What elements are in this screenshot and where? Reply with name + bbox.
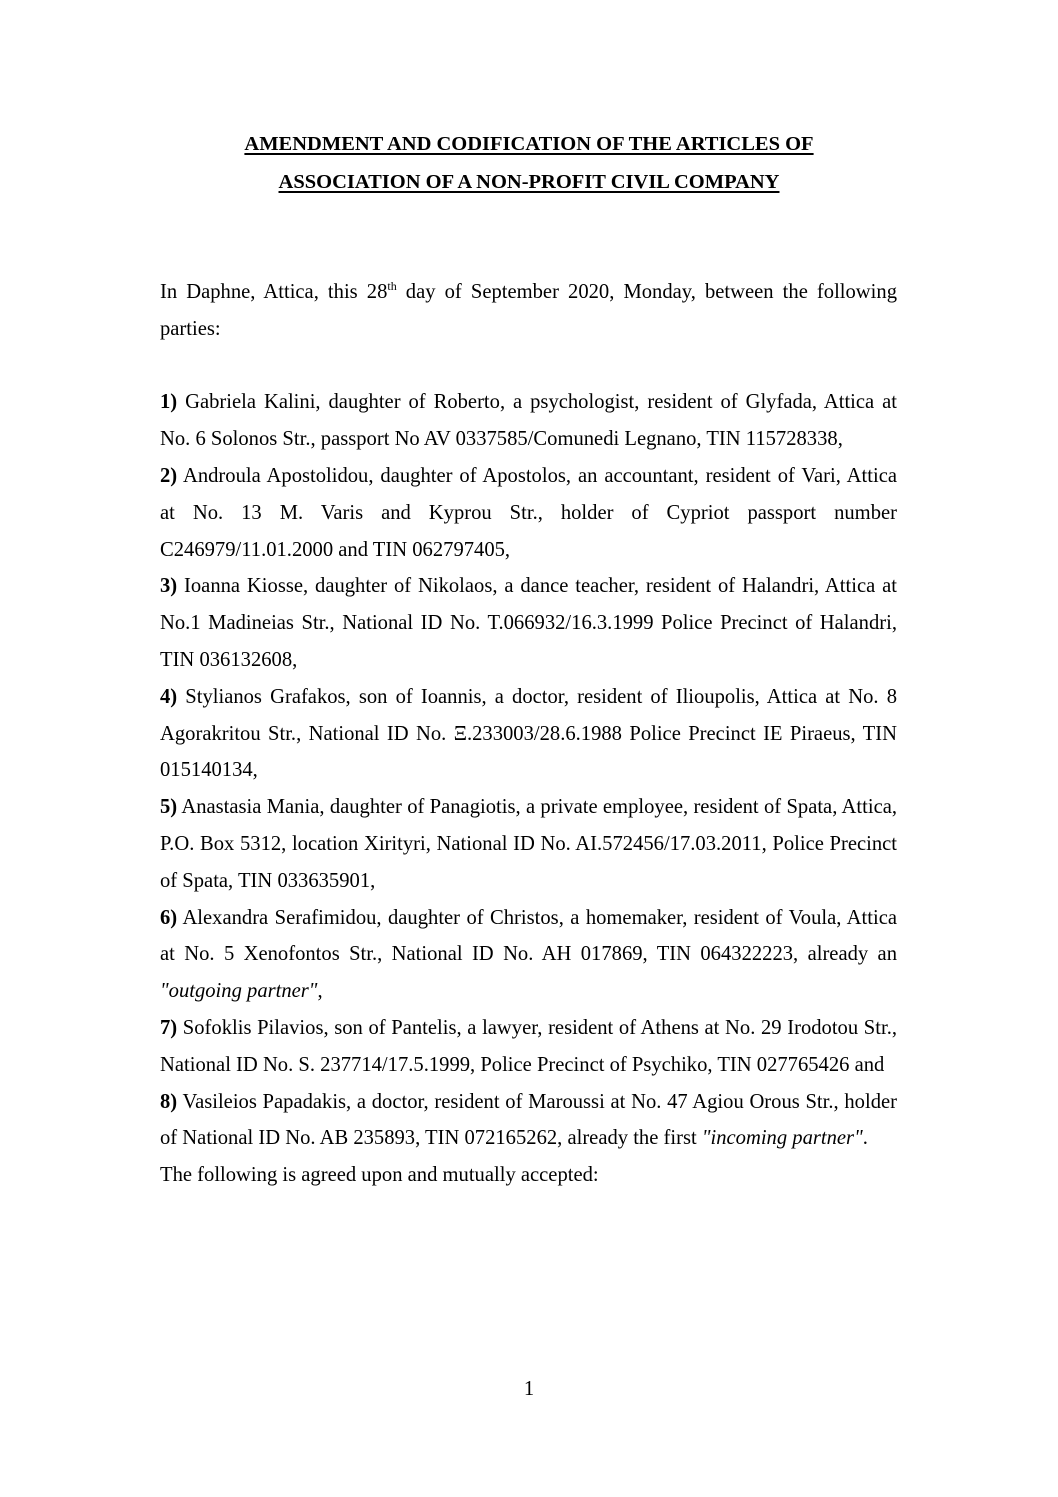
party-number: 5) <box>160 796 178 819</box>
party-details: Sofoklis Pilavios, son of Pantelis, a lawyer, resident of Athens at No. 29 Irodotou Str., National ID No. S. 237714/17.5.1999, Police Precinct of Psychiko, TIN 027765426 and <box>160 1016 897 1076</box>
party-status: "outgoing partner" <box>160 980 318 1003</box>
party-8 <box>160 1084 897 1158</box>
party-details: Vasileios Papadakis, a doctor, resident of Maroussi at No. 47 Agiou Orous Str., holder of National ID No. AB 235893, TIN 072165262, already the first <box>160 1090 897 1150</box>
document-title <box>100 126 958 201</box>
party-number: 4) <box>160 685 178 708</box>
party-details: Alexandra Serafimidou, daughter of Christos, a homemaker, resident of Voula, Attica at No. 5 Xenofontos Str., National ID No. AH 017869, TIN 064322223, already an <box>160 906 897 966</box>
intro-text-end: day of September 2020, Monday, between the following parties: <box>160 281 897 340</box>
party-details: Ioanna Kiosse, daughter of Nikolaos, a dance teacher, resident of Halandri, Attica at No.1 Madineias Str., National ID No. T.066932/16.3.1999 Police Precinct of Halandri, TIN 036132608, <box>160 575 897 671</box>
ordinal-suffix: th <box>387 279 397 294</box>
party-number: 6) <box>160 906 178 929</box>
party-tail: , <box>317 980 323 1003</box>
party-details: Stylianos Grafakos, son of Ioannis, a doctor, resident of Ilioupolis, Attica at No. 8 Agorakritou Str., National ID No. Ξ.233003/28.6.1988 Police Precinct IE Piraeus, TIN 015140134, <box>160 685 897 782</box>
party-6 <box>160 900 897 1010</box>
party-details: Androula Apostolidou, daughter of Apostolos, an accountant, resident of Vari, Attica at No. 13 M. Varis and Kyprou Str., holder of Cypriot passport number C246979/11.01.2000 and TIN 062797405, <box>160 464 897 561</box>
party-details: Gabriela Kalini, daughter of Roberto, a psychologist, resident of Glyfada, Attica at No. 6 Solonos Str., passport No AV 0337585/Comunedi Legnano, TIN 115728338, <box>160 391 897 451</box>
party-5 <box>160 789 897 899</box>
title-line-1: AMENDMENT AND CODIFICATION OF THE ARTICLES OF <box>244 133 814 155</box>
page-number: 1 <box>523 1378 535 1400</box>
party-2 <box>160 458 897 568</box>
party-number: 2) <box>160 464 178 487</box>
party-tail: . <box>862 1127 868 1150</box>
title-line-2: ASSOCIATION OF A NON-PROFIT CIVIL COMPANY <box>278 170 780 193</box>
party-details: Anastasia Mania, daughter of Panagiotis, a private employee, resident of Spata, Attica, P.O. Box 5312, location Xirityri, National ID No. AI.572456/17.03.2011, Police Precinct of Spata, TIN 033635901, <box>160 796 897 892</box>
document-body <box>160 274 897 1194</box>
party-3 <box>160 568 897 678</box>
party-1 <box>160 384 897 458</box>
party-number: 3) <box>160 575 178 598</box>
party-number: 8) <box>160 1090 178 1113</box>
intro-text-start: In Daphne, Attica, this 28 <box>160 281 388 303</box>
intro-paragraph <box>160 274 897 348</box>
party-number: 1) <box>160 391 178 414</box>
party-status: "incoming partner" <box>701 1127 863 1150</box>
closing-statement: The following is agreed upon and mutually accepted: <box>160 1164 599 1187</box>
party-4 <box>160 679 897 789</box>
party-number: 7) <box>160 1016 178 1039</box>
party-7 <box>160 1010 897 1084</box>
